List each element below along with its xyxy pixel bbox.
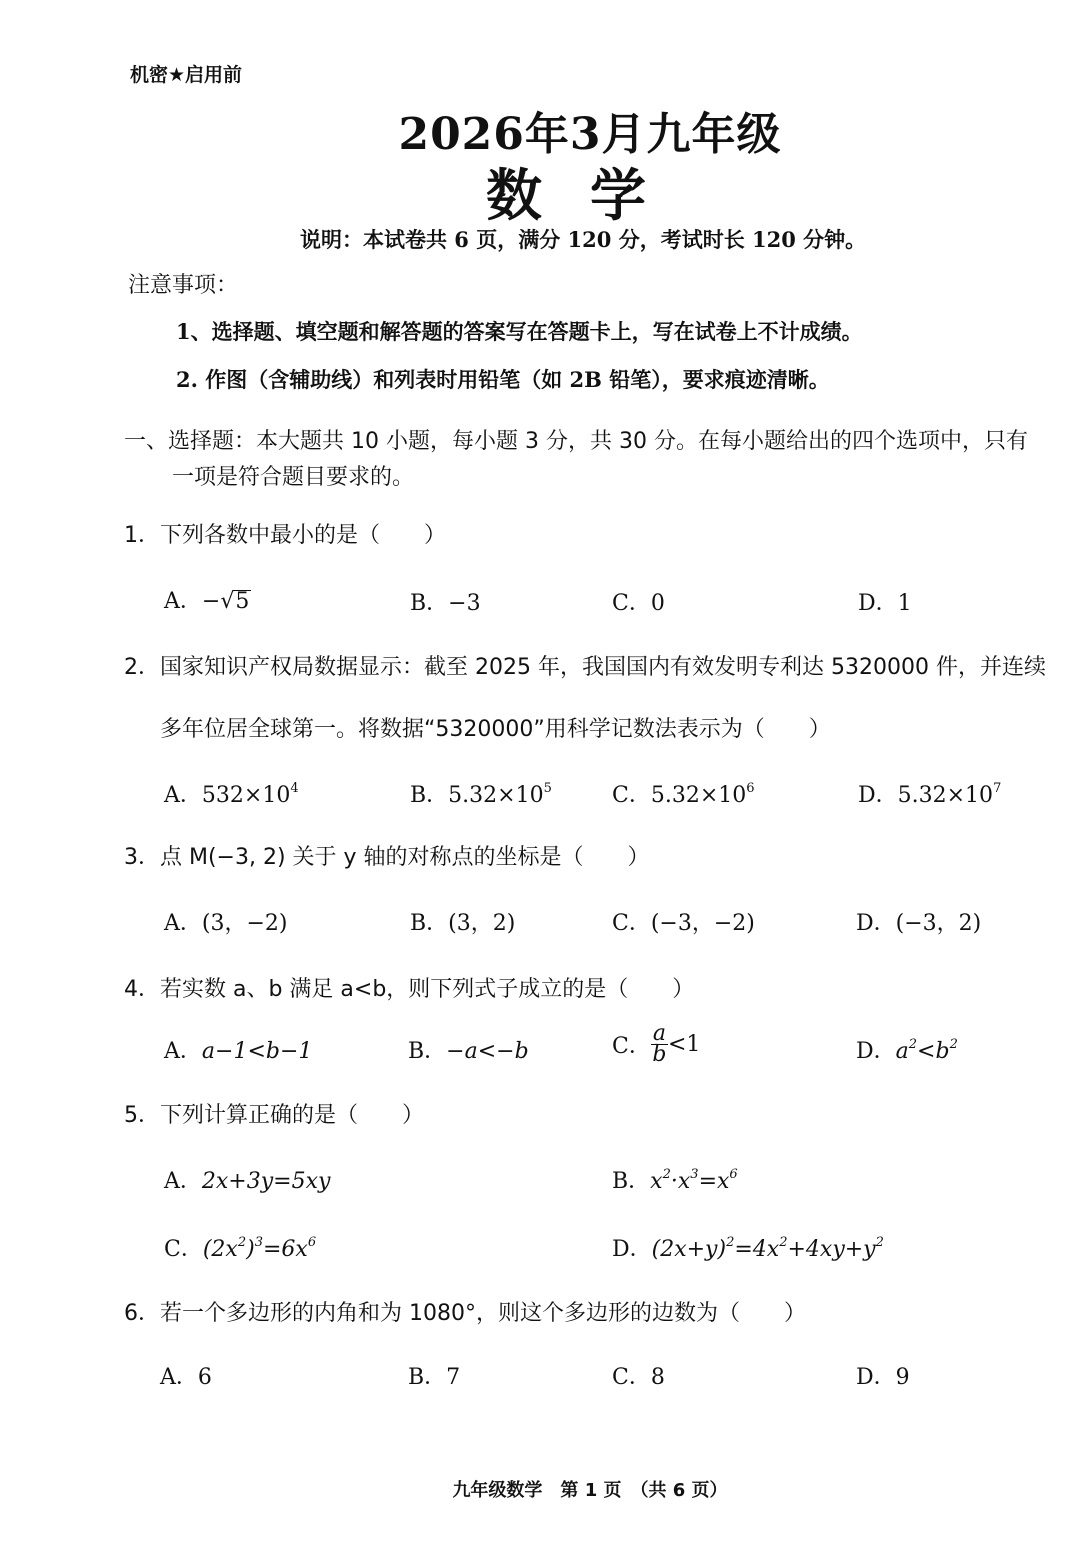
q3-option-a: A．(3，−2) xyxy=(164,911,288,936)
notice-item-1: 1、选择题、填空题和解答题的答案写在答题卡上，写在试卷上不计成绩。 xyxy=(176,319,863,344)
exam-title: 2026年3月九年级 xyxy=(398,109,782,160)
q4-option-b: B．−a<−b xyxy=(408,1039,529,1064)
q1-option-d: D．1 xyxy=(858,591,912,616)
q2-option-b: B．$5.32\times 10^5$ xyxy=(410,781,552,808)
q5-option-b: B．$x^2\cdot x^3=x^6$ xyxy=(612,1167,738,1194)
q6-option-c: C．8 xyxy=(612,1365,665,1390)
q2-option-d: D．$5.32\times 10^7$ xyxy=(858,781,1002,808)
q1-option-c: C．0 xyxy=(612,591,665,616)
subject-title: 数学 xyxy=(486,163,694,229)
question-2-stem-line1: 2．国家知识产权局数据显示：截至 2025 年，我国国内有效发明专利达 5320000 件，并连续 xyxy=(124,655,1046,680)
q3-option-d: D．(−3，2) xyxy=(856,911,982,936)
q6-option-b: B．7 xyxy=(408,1365,461,1390)
q3-option-c: C．(−3，−2) xyxy=(612,911,755,936)
q4-option-a: A．a−1<b−1 xyxy=(164,1039,313,1064)
notice-item-2: 2. 作图（含辅助线）和列表时用铅笔（如 2B 铅笔），要求痕迹清晰。 xyxy=(176,367,830,392)
section-heading: 一、选择题：本大题共 10 小题，每小题 3 分，共 30 分。在每小题给出的四个选项中，只有 xyxy=(124,429,1028,454)
question-3-stem: 3．点 M(−3, 2) 关于 y 轴的对称点的坐标是（ ） xyxy=(124,845,650,870)
notice-heading: 注意事项： xyxy=(128,273,239,298)
q2-option-c: C．$5.32\times 10^6$ xyxy=(612,781,755,808)
q4-option-d: D．$a^2<b^2$ xyxy=(856,1037,958,1064)
q1-option-b: B．−3 xyxy=(410,591,481,616)
confidential-label: 机密★启用前 xyxy=(130,64,243,86)
q5-option-a: A．2x+3y=5xy xyxy=(164,1169,331,1194)
page-footer: 九年级数学 第 1 页 （共 6 页） xyxy=(452,1480,728,1501)
question-2-stem-line2: 多年位居全球第一。将数据“5320000”用科学记数法表示为（ ） xyxy=(160,717,831,742)
q3-option-b: B．(3，2) xyxy=(410,911,516,936)
q1-option-a: A．−√5 xyxy=(164,589,250,614)
q6-option-d: D．9 xyxy=(856,1365,910,1390)
q5-option-d: D．$(2x+y)^2=4x^2+4xy+y^2$ xyxy=(612,1235,884,1262)
q4-option-c: C． $\frac{a}{b}$ <1 xyxy=(612,1021,701,1067)
section-heading-cont: 一项是符合题目要求的。 xyxy=(172,465,415,490)
q2-option-a: A．$532\times 10^4$ xyxy=(164,781,299,808)
question-5-stem: 5．下列计算正确的是（ ） xyxy=(124,1103,424,1128)
question-6-stem: 6．若一个多边形的内角和为 1080°，则这个多边形的边数为（ ） xyxy=(124,1301,806,1326)
q5-option-c: C．$(2x^2)^3=6x^6$ xyxy=(164,1235,317,1262)
question-1-stem: 1．下列各数中最小的是（ ） xyxy=(124,523,446,548)
question-4-stem: 4．若实数 a、b 满足 a<b，则下列式子成立的是（ ） xyxy=(124,977,695,1002)
q6-option-a: A．6 xyxy=(160,1365,212,1390)
exam-description: 说明：本试卷共 6 页，满分 120 分，考试时长 120 分钟。 xyxy=(300,227,867,252)
